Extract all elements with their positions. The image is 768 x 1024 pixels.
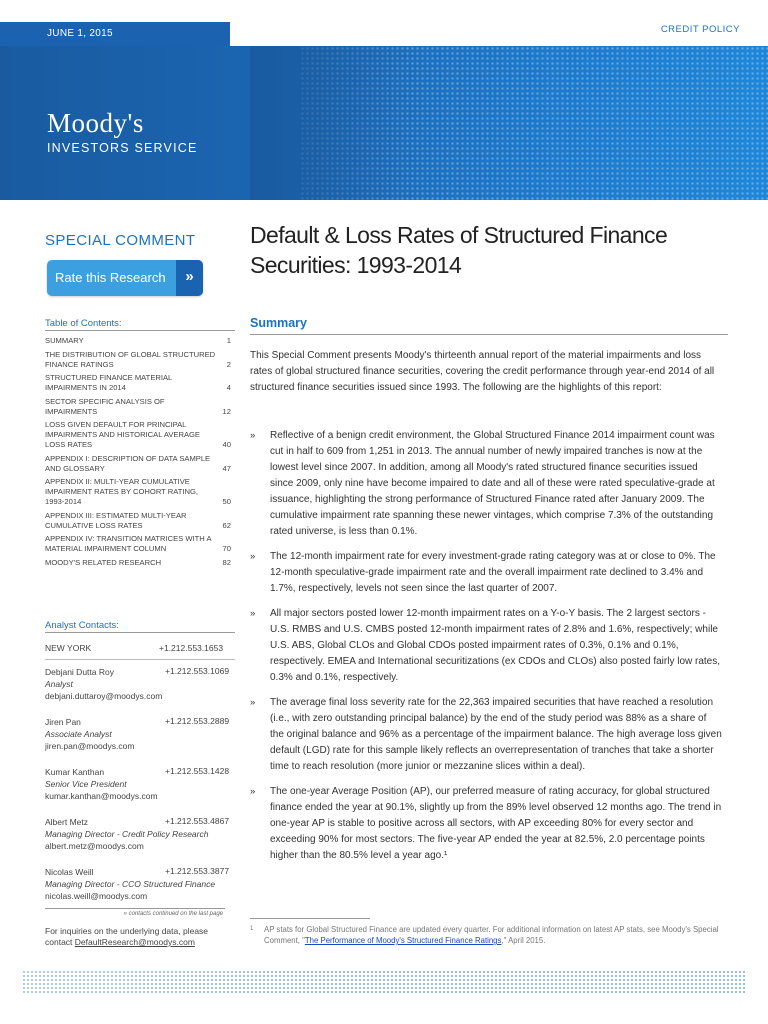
report-title: Default & Loss Rates of Structured Finance Securities: 1993-2014 bbox=[250, 222, 668, 278]
toc-page: 4 bbox=[226, 383, 231, 392]
top-bar bbox=[0, 0, 768, 46]
toc-page: 40 bbox=[222, 440, 231, 449]
office-city: NEW YORK bbox=[45, 643, 92, 653]
contact-phone: +1.212.553.4867 bbox=[165, 816, 230, 826]
toc-item[interactable]: LOSS GIVEN DEFAULT FOR PRINCIPAL IMPAIRMENTS AND HISTORICAL AVERAGE LOSS RATES 40 bbox=[45, 420, 231, 449]
bullet-chevron-icon: » bbox=[250, 430, 256, 441]
special-comment-label: SPECIAL COMMENT bbox=[45, 232, 196, 249]
office-row bbox=[45, 643, 235, 653]
bullet-chevron-icon: » bbox=[250, 697, 256, 708]
highlight-item: » Reflective of a benign credit environment, the Global Structured Finance 2014 impairment count was cut in half to 609 from 1,251 in 2013. The annual number of newly impaired tranches is now at the lowest level since 2007. In addition, among all Moody's rated structured finance securities issued since 2009, only nine have become impaired to date and all of these were rated speculative-grade at issuance, highlighting the strong performance of Structured Finance rated after January 2009. The cumulative impairment rate spanning these newer vintages, which comprise 7.3% of the outstanding rated universe, is less than 0.1%. bbox=[250, 430, 715, 537]
footnote-text: AP stats for Global Structured Finance are updated every quarter. For additional information on latest AP stats, see Moody's Special Comment, " bbox=[264, 925, 719, 945]
office-phone: +1.212.553.1653 bbox=[159, 643, 224, 653]
toc-page: 47 bbox=[222, 463, 231, 473]
contact-list bbox=[45, 666, 235, 916]
footnote-link[interactable]: The Performance of Moody's Structured Finance Ratings bbox=[304, 936, 502, 945]
footnote-tail: ," April 2015. bbox=[501, 936, 546, 945]
contact-name: Albert Metz bbox=[45, 817, 88, 827]
toc-page: 82 bbox=[222, 557, 231, 567]
toc-item[interactable]: APPENDIX II: MULTI-YEAR CUMULATIVE IMPAIRMENT RATES BY COHORT RATING, 1993-2014 50 bbox=[45, 477, 231, 506]
highlights-list bbox=[250, 428, 722, 873]
toc-heading: Table of Contents: bbox=[45, 318, 122, 329]
header-banner bbox=[0, 46, 768, 200]
footnote-number: 1 bbox=[250, 926, 254, 932]
moodys-logo bbox=[47, 108, 198, 155]
inquiries-note bbox=[45, 926, 235, 948]
contact-email[interactable]: jiren.pan@moodys.com bbox=[45, 741, 135, 751]
contact-email[interactable]: albert.metz@moodys.com bbox=[45, 841, 144, 851]
toc-page: 70 bbox=[222, 544, 231, 553]
contact-phone: +1.212.553.2889 bbox=[165, 716, 230, 726]
inquiries-email-link[interactable]: DefaultResearch@moodys.com bbox=[74, 937, 195, 947]
divider bbox=[45, 632, 235, 633]
contact-phone: +1.212.553.1428 bbox=[165, 766, 230, 776]
contact-entry bbox=[45, 766, 235, 816]
report-date: JUNE 1, 2015 bbox=[0, 22, 230, 46]
contact-title: Managing Director - CCO Structured Finance bbox=[45, 879, 216, 889]
contact-name: Nicolas Weill bbox=[45, 867, 94, 877]
highlight-item: » The one-year Average Position (AP), our preferred measure of rating accuracy, for global structured finance ended the year at 90.1%, slightly up from the 89% level observed 12 months ago. The trend in one-year AP is stable to positive across all sectors, with AP exceeding 80% for every sector and exceeding 90% for most sectors. The five-year AP ended the year at 82.5%, 2.0 percentage points higher than the 80.5% level a year ago.¹ bbox=[250, 786, 722, 861]
logo-wordmark: Moody's bbox=[47, 108, 144, 138]
contact-title: Analyst bbox=[45, 679, 73, 689]
highlight-item: » The average final loss severity rate for the 22,363 impaired securities that have reached a resolution (i.e., with zero outstanding principal balance) by the end of the study period was 88% as a share of the original balance and 96% as a percentage of the impairment balance. The high average loss given default (LGD) rate for this sample likely reflects an overrepresentation of tranches that take a shorter time to reach resolution (more junior or mezzanine slices within a deal). bbox=[250, 697, 722, 772]
rate-research-label: Rate this Research bbox=[55, 270, 166, 285]
contact-title: Senior Vice President bbox=[45, 779, 127, 789]
toc-item[interactable]: STRUCTURED FINANCE MATERIAL IMPAIRMENTS IN 2014 4 bbox=[45, 373, 231, 392]
table-of-contents bbox=[45, 336, 235, 571]
toc-page: 62 bbox=[222, 520, 231, 530]
toc-item[interactable]: MOODY'S RELATED RESEARCH 82 bbox=[45, 557, 231, 567]
analyst-contacts-heading: Analyst Contacts: bbox=[45, 620, 119, 631]
toc-item[interactable]: THE DISTRIBUTION OF GLOBAL STRUCTURED FINANCE RATINGS 2 bbox=[45, 349, 231, 369]
contact-email[interactable]: nicolas.weill@moodys.com bbox=[45, 891, 148, 901]
toc-page: 1 bbox=[226, 336, 231, 345]
inquiries-text: For inquiries on the underlying data, please contact bbox=[45, 926, 209, 947]
contact-email[interactable]: kumar.kanthan@moodys.com bbox=[45, 791, 158, 801]
bullet-chevron-icon: » bbox=[250, 551, 256, 562]
toc-page: 12 bbox=[222, 406, 231, 416]
contact-entry bbox=[45, 666, 235, 716]
summary-intro: This Special Comment presents Moody's thirteenth annual report of the material impairments and loss rates of global structured finance securities, covering the credit performance through year-end 2014 of all structured finance securities issued since 1993. The following are the highlights of this report: bbox=[250, 350, 715, 393]
contact-phone: +1.212.553.1069 bbox=[165, 666, 230, 676]
divider bbox=[45, 330, 235, 331]
divider bbox=[45, 659, 235, 660]
contact-name: Kumar Kanthan bbox=[45, 767, 105, 777]
contact-entry bbox=[45, 816, 235, 866]
divider bbox=[250, 334, 728, 335]
report-category: CREDIT POLICY bbox=[660, 24, 740, 35]
contact-email[interactable]: debjani.duttaroy@moodys.com bbox=[45, 691, 163, 701]
bullet-chevron-icon: » bbox=[250, 608, 256, 619]
contact-title: Associate Analyst bbox=[45, 729, 112, 739]
toc-item[interactable]: APPENDIX IV: TRANSITION MATRICES WITH A MATERIAL IMPAIRMENT COLUMN 70 bbox=[45, 534, 231, 553]
rate-research-button[interactable] bbox=[47, 260, 203, 296]
footnote bbox=[250, 924, 722, 946]
highlight-item: » The 12-month impairment rate for every investment-grade rating category was at or close to 0%. The 12-month speculative-grade impairment rate and the overall impairment rate declined to 3.4% and 1.7%, respectively, levels not seen since the last quarter of 2007. bbox=[250, 551, 716, 594]
toc-item[interactable]: SUMMARY 1 bbox=[45, 336, 231, 345]
double-chevron-right-icon: » bbox=[176, 260, 203, 296]
highlight-item: » All major sectors posted lower 12-month impairment rates on a Y-o-Y basis. The 2 largest sectors - U.S. RMBS and U.S. CMBS posted 12-month impairment rates of 2.8% and 1.6%, respectively; while U.S. ABS, Global CLOs and Global CDOs posted impairment rates of 0.3%, 0.1% and 0.1%, respectively. EMEA and International securitizations (ex CDOs and CLOs) also posted fairly low rates, 0.3% and 0.1%, respectively. bbox=[250, 608, 721, 683]
summary-heading: Summary bbox=[250, 316, 307, 330]
toc-item[interactable]: APPENDIX III: ESTIMATED MULTI-YEAR CUMULATIVE LOSS RATES 62 bbox=[45, 510, 231, 530]
logo-subtitle: INVESTORS SERVICE bbox=[47, 141, 198, 155]
toc-item[interactable]: APPENDIX I: DESCRIPTION OF DATA SAMPLE AND GLOSSARY 47 bbox=[45, 453, 231, 473]
contact-name: Debjani Dutta Roy bbox=[45, 667, 114, 677]
contacts-continued-note: » contacts continued on the last page bbox=[45, 908, 225, 917]
contact-name: Jiren Pan bbox=[45, 717, 81, 727]
toc-item[interactable]: SECTOR SPECIFIC ANALYSIS OF IMPAIRMENTS 12 bbox=[45, 396, 231, 416]
toc-page: 2 bbox=[226, 359, 231, 369]
contact-phone: +1.212.553.3877 bbox=[165, 866, 230, 876]
toc-page: 50 bbox=[222, 497, 231, 506]
contact-title: Managing Director - Credit Policy Research bbox=[45, 829, 209, 839]
footnote-divider bbox=[250, 918, 370, 919]
bullet-chevron-icon: » bbox=[250, 786, 256, 797]
contact-entry bbox=[45, 716, 235, 766]
